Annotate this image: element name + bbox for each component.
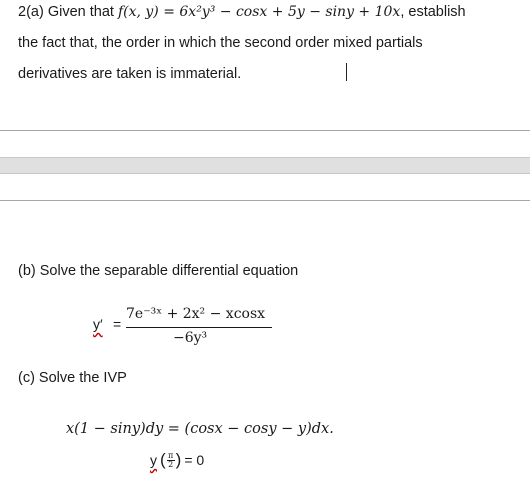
close-paren: ) — [175, 450, 182, 469]
part-a-line-1 — [18, 4, 466, 20]
divider-top — [0, 130, 530, 131]
part-b-prompt: (b) Solve the separable differential equation — [18, 263, 299, 279]
part-a-line-3: derivatives are taken is immaterial. — [18, 66, 242, 82]
part-a-function-lhs: f(x, y) = — [117, 4, 180, 20]
initial-arg-denominator: 2 — [168, 459, 174, 469]
initial-arg-numerator: π — [168, 450, 174, 460]
gray-band-divider — [0, 157, 530, 174]
part-a-trail: , establish — [400, 4, 466, 20]
part-b-denominator: −6y³ — [173, 330, 208, 346]
text-cursor — [346, 63, 347, 81]
open-paren: ( — [160, 450, 166, 469]
initial-value: = 0 — [184, 452, 205, 468]
part-b-lhs: y′ — [93, 316, 103, 332]
initial-y: y — [150, 452, 157, 468]
part-a-lead-in: 2(a) Given that — [18, 4, 118, 20]
part-a-function-rhs: 6x²y³ − cosx + 5y − siny + 10x — [179, 4, 401, 20]
part-c-prompt: (c) Solve the IVP — [18, 370, 127, 386]
divider-bottom — [0, 200, 530, 201]
fraction-bar — [126, 327, 272, 328]
part-b-equals: = — [113, 316, 122, 332]
part-c-initial-condition — [150, 450, 204, 470]
part-c-equation: x(1 − siny)dy = (cosx − cosy − y)dx. — [66, 421, 334, 437]
part-b-numerator: 7e⁻³ˣ + 2x² − xcosx — [126, 306, 266, 322]
initial-argument — [167, 452, 175, 469]
part-a-line-2: the fact that, the order in which the second order mixed partials — [18, 35, 423, 51]
